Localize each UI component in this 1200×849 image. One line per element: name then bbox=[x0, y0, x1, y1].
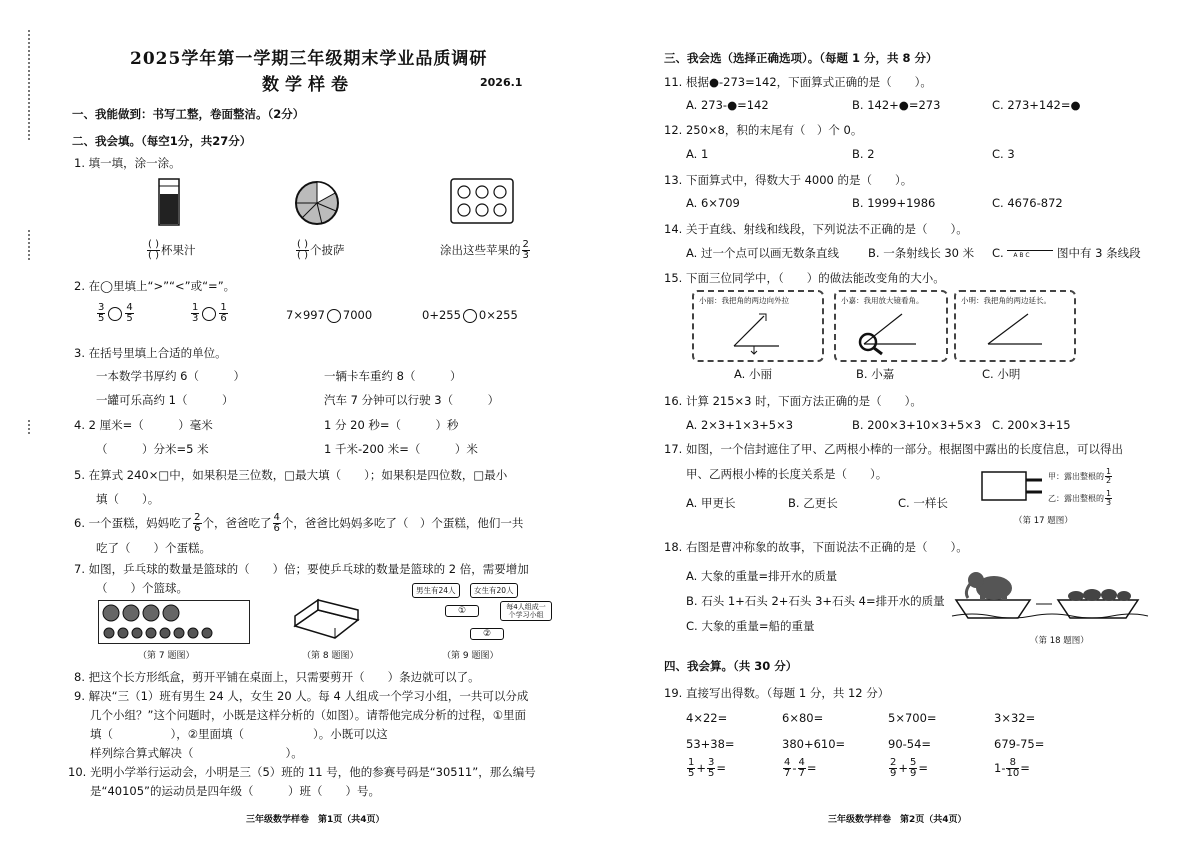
q15-option-a[interactable]: A. 小丽 bbox=[734, 367, 772, 381]
exam-date: 2026.1 bbox=[480, 76, 523, 89]
q9-line-4: 样列综合算式解决（ ）。 bbox=[90, 746, 303, 760]
q2-compare-c: 7×997 7000 bbox=[286, 308, 373, 322]
q12-option-b[interactable]: B. 2 bbox=[852, 147, 875, 161]
fraction-denominator: 3 bbox=[522, 250, 529, 261]
q15-panel-a bbox=[692, 290, 824, 362]
q16-option-b[interactable]: B. 200×3+10×3+5×3 bbox=[852, 418, 982, 432]
q11-option-c[interactable]: C. 273+142=● bbox=[992, 98, 1081, 112]
fig9-blank-1[interactable]: ① bbox=[445, 605, 479, 617]
question-2: 2. 在◯里填上“>”“<”或“=”。 bbox=[74, 279, 236, 293]
compare-circle[interactable] bbox=[463, 309, 477, 323]
q7-line-1: 7. 如图，乒乓球的数量是篮球的（ ）倍；要使乒乓球的数量是篮球的 2 倍，需要增加 bbox=[74, 562, 529, 576]
q15-panel-b-text: 小嘉：我用放大镜看角。 bbox=[841, 296, 924, 305]
q8-box-figure bbox=[290, 598, 360, 646]
q10-line-1: 10. 光明小学举行运动会，小明是三（5）班的 11 号，他的参赛号码是“30511”，那么编号 bbox=[68, 765, 536, 779]
q7-balls-figure bbox=[98, 600, 250, 644]
angle-drag-icon bbox=[724, 310, 784, 355]
q14-option-a[interactable]: A. 过一个点可以画无数条直线 bbox=[686, 246, 839, 260]
question-16: 16. 计算 215×3 时，下面方法正确的是（ ）。 bbox=[664, 394, 922, 408]
section-three-heading: 三、我会选（选择正确选项）。（每题 1 分，共 8 分） bbox=[664, 51, 938, 65]
q9-line-2: 几个小组？”这个问题时，小既是这样分析的（如图）。请帮他完成分析的过程，①里面 bbox=[90, 708, 527, 722]
q2-compare-b: $\frac{1}{3}$ $\frac{1}{6}$ bbox=[192, 302, 227, 324]
calc-item[interactable]: 6×80= bbox=[782, 711, 824, 725]
question-15: 15. 下面三位同学中，（ ）的做法能改变角的大小。 bbox=[664, 271, 945, 285]
q2-compare-a: $\frac{3}{5}$ $\frac{4}{5}$ bbox=[98, 302, 133, 324]
q12-option-a[interactable]: A. 1 bbox=[686, 147, 709, 161]
q10-line-2: 是“40105”的运动员是四年级（ ）班（ ）号。 bbox=[90, 784, 380, 798]
compare-circle[interactable] bbox=[108, 307, 122, 321]
q11-option-b[interactable]: B. 142+●=273 bbox=[852, 98, 941, 112]
question-14: 14. 关于直线、射线和线段，下列说法不正确的是（ ）。 bbox=[664, 222, 968, 236]
q1-pizza-blank bbox=[295, 240, 344, 261]
question-1: 1. 填一填，涂一涂。 bbox=[74, 156, 181, 170]
fraction-numerator: 2 bbox=[522, 239, 529, 250]
elephant-boat-figure bbox=[952, 560, 1148, 630]
balls-svg bbox=[99, 601, 249, 643]
q15-option-c[interactable]: C. 小明 bbox=[982, 367, 1021, 381]
magnifier-angle-icon bbox=[856, 310, 926, 355]
calc-item[interactable]: 53+38= bbox=[686, 737, 735, 751]
q16-option-c[interactable]: C. 200×3+15 bbox=[992, 418, 1071, 432]
fig9-boys-box: 男生有24人 bbox=[412, 583, 460, 598]
q15-panel-c-text: 小明：我把角的两边延长。 bbox=[961, 296, 1051, 305]
q18-option-b[interactable]: B. 石头 1+石头 2+石头 3+石头 4=排开水的质量 bbox=[686, 594, 945, 608]
page-two bbox=[600, 0, 1200, 849]
page-footer: 三年级数学样卷 第2页（共4页） bbox=[828, 815, 967, 825]
line-segment-figure bbox=[1007, 247, 1053, 261]
question-19: 19. 直接写出得数。（每题 1 分，共 12 分） bbox=[664, 686, 890, 700]
question-18: 18. 右图是曹冲称象的故事，下面说法不正确的是（ ）。 bbox=[664, 540, 968, 554]
q5-line-2: 填（ ）。 bbox=[96, 492, 160, 506]
calc-item-fraction-c[interactable]: $\frac{2}{9}$ + $\frac{5}{9}$ = bbox=[890, 757, 929, 779]
calc-item[interactable]: 90-54= bbox=[888, 737, 932, 751]
calc-item-fraction-d[interactable]: 1- $\frac{8}{10}$ = bbox=[994, 757, 1030, 779]
q1-juice-label: 杯果汁 bbox=[160, 243, 196, 257]
q4-item-d: 1 千米-200 米=（ ）米 bbox=[324, 442, 478, 456]
extended-angle-icon bbox=[984, 310, 1044, 355]
fig8-caption: （第 8 题图） bbox=[302, 651, 359, 661]
calc-item-fraction-b[interactable]: $\frac{4}{7}$ - $\frac{4}{7}$ = bbox=[784, 757, 817, 779]
q6-line-2: 吃了（ ）个蛋糕。 bbox=[96, 541, 211, 555]
fig17-caption: （第 17 题图） bbox=[1014, 516, 1073, 526]
q14-option-b[interactable]: B. 一条射线长 30 米 bbox=[868, 246, 975, 260]
q5-line-1: 5. 在算式 240×□中，如果积是三位数，□最大填（ ）；如果积是四位数，□最小 bbox=[74, 468, 508, 482]
binding-dots bbox=[28, 30, 32, 140]
calc-item-fraction-a[interactable]: $\frac{1}{5}$ + $\frac{3}{5}$ = bbox=[688, 757, 727, 779]
q9-line-3: 填（ ），②里面填（ ）。小既可以这 bbox=[90, 727, 388, 741]
fig9-blank-2[interactable]: ② bbox=[470, 628, 504, 640]
q15-panel-c bbox=[954, 290, 1076, 362]
q15-panel-b bbox=[834, 290, 948, 362]
pizza-figure bbox=[292, 180, 342, 226]
exam-title: 2025学年第一学期三年级期末学业品质调研 bbox=[130, 49, 488, 69]
blank-numerator[interactable]: ( ) bbox=[148, 239, 159, 250]
q6-line-1: 6. 一个蛋糕，妈妈吃了 $\frac{2}{6}$ 个，爸爸吃了 $\frac{4}{6}$ 个，爸爸比妈妈多吃了（ ）个蛋糕，他们一共 bbox=[74, 512, 524, 534]
fig9-group-box: 每4人组成一个学习小组 bbox=[500, 601, 552, 621]
question-13: 13. 下面算式中，得数大于 4000 的是（ ）。 bbox=[664, 173, 913, 187]
q17-option-a[interactable]: A. 甲更长 bbox=[686, 496, 736, 510]
juice-glass-figure bbox=[158, 178, 180, 226]
binding-dots bbox=[28, 230, 32, 260]
segment-points: A B C bbox=[1013, 251, 1030, 259]
q4-item-c: （ ）分米=5 米 bbox=[96, 442, 209, 456]
q17-option-c[interactable]: C. 一样长 bbox=[898, 496, 948, 510]
q17-option-b[interactable]: B. 乙更长 bbox=[788, 496, 838, 510]
q13-option-c[interactable]: C. 4676-872 bbox=[992, 196, 1063, 210]
question-12: 12. 250×8，积的末尾有（ ）个 0。 bbox=[664, 123, 863, 137]
question-3: 3. 在括号里填上合适的单位。 bbox=[74, 346, 227, 360]
q15-panel-a-text: 小丽：我把角的两边向外拉 bbox=[699, 296, 789, 305]
q17-line-2: 甲、乙两根小棒的长度关系是（ ）。 bbox=[686, 467, 888, 481]
q15-option-b[interactable]: B. 小嘉 bbox=[856, 367, 895, 381]
compare-circle[interactable] bbox=[327, 309, 341, 323]
page-footer: 三年级数学样卷 第1页（共4页） bbox=[246, 815, 385, 825]
q11-option-a[interactable]: A. 273-●=142 bbox=[686, 98, 769, 112]
q9-line-1: 9. 解决“三（1）班有男生 24 人，女生 20 人。每 4 人组成一个学习小组，一共可以分成 bbox=[74, 689, 529, 703]
q16-option-a[interactable]: A. 2×3+1×3+5×3 bbox=[686, 418, 794, 432]
section-two-heading: 二、我会填。（每空1分，共27分） bbox=[72, 134, 252, 148]
blank-denominator[interactable]: ( ) bbox=[148, 250, 159, 261]
question-8: 8. 把这个长方形纸盒，剪开平铺在桌面上，只需要剪开（ ）条边就可以了。 bbox=[74, 670, 480, 684]
q1-juice-blank bbox=[146, 240, 195, 261]
binding-dots bbox=[28, 420, 32, 434]
calc-item[interactable]: 3×32= bbox=[994, 711, 1036, 725]
q4-item-b: 1 分 20 秒=（ ）秒 bbox=[324, 418, 459, 432]
q3-item-c: 一罐可乐高约 1（ ） bbox=[96, 393, 234, 407]
fig9-caption: （第 9 题图） bbox=[442, 651, 499, 661]
q2-compare-d: 0+255 0×255 bbox=[422, 308, 518, 322]
q7-line-2: （ ）个篮球。 bbox=[96, 581, 188, 595]
q3-item-a: 一本数学书厚约 6（ ） bbox=[96, 369, 245, 383]
calc-item[interactable]: 5×700= bbox=[888, 711, 937, 725]
calc-item[interactable]: 4×22= bbox=[686, 711, 728, 725]
section-four-heading: 四、我会算。（共 30 分） bbox=[664, 659, 798, 673]
calc-item[interactable]: 679-75= bbox=[994, 737, 1045, 751]
fig18-caption: （第 18 题图） bbox=[1030, 636, 1089, 646]
envelope-sticks-figure bbox=[980, 470, 1046, 504]
q13-option-a[interactable]: A. 6×709 bbox=[686, 196, 740, 210]
fig7-caption: （第 7 题图） bbox=[138, 651, 195, 661]
q1-pizza-label: 个披萨 bbox=[309, 243, 345, 257]
q17-line-1: 17. 如图，一个信封遮住了甲、乙两根小棒的一部分。根据图中露出的长度信息，可以得出 bbox=[664, 442, 1123, 456]
q12-option-c[interactable]: C. 3 bbox=[992, 147, 1015, 161]
q3-item-b: 一辆卡车重约 8（ ） bbox=[324, 369, 462, 383]
q3-item-d: 汽车 7 分钟可以行驶 3（ ） bbox=[324, 393, 500, 407]
q1-apple-label bbox=[440, 240, 531, 261]
calc-item[interactable]: 380+610= bbox=[782, 737, 846, 751]
q18-option-a[interactable]: A. 大象的重量=排开水的质量 bbox=[686, 569, 838, 583]
section-one-heading: 一、我能做到：书写工整，卷面整洁。（2分） bbox=[72, 107, 305, 121]
q13-option-b[interactable]: B. 1999+1986 bbox=[852, 196, 936, 210]
q4-item-a: 4. 2 厘米=（ ）毫米 bbox=[74, 418, 213, 432]
question-11: 11. 根据●-273=142，下面算式正确的是（ ）。 bbox=[664, 75, 932, 89]
q14-option-c[interactable]: C. A B C 图中有 3 条线段 bbox=[992, 246, 1141, 260]
exam-subtitle: 数学样卷 bbox=[262, 75, 354, 95]
blank-numerator[interactable]: ( ) bbox=[297, 239, 308, 250]
fig9-girls-box: 女生有20人 bbox=[470, 583, 518, 598]
q1-apple-text: 涂出这些苹果的 bbox=[440, 243, 521, 257]
blank-denominator[interactable]: ( ) bbox=[297, 250, 308, 261]
apples-figure bbox=[450, 178, 514, 224]
q17-jia-label: 甲：露出整根的 $\frac{1}{2}$ bbox=[1048, 467, 1112, 485]
q18-option-c[interactable]: C. 大象的重量=船的重量 bbox=[686, 619, 815, 633]
q17-yi-label: 乙：露出整根的 $\frac{1}{3}$ bbox=[1048, 489, 1112, 507]
compare-circle[interactable] bbox=[202, 307, 216, 321]
